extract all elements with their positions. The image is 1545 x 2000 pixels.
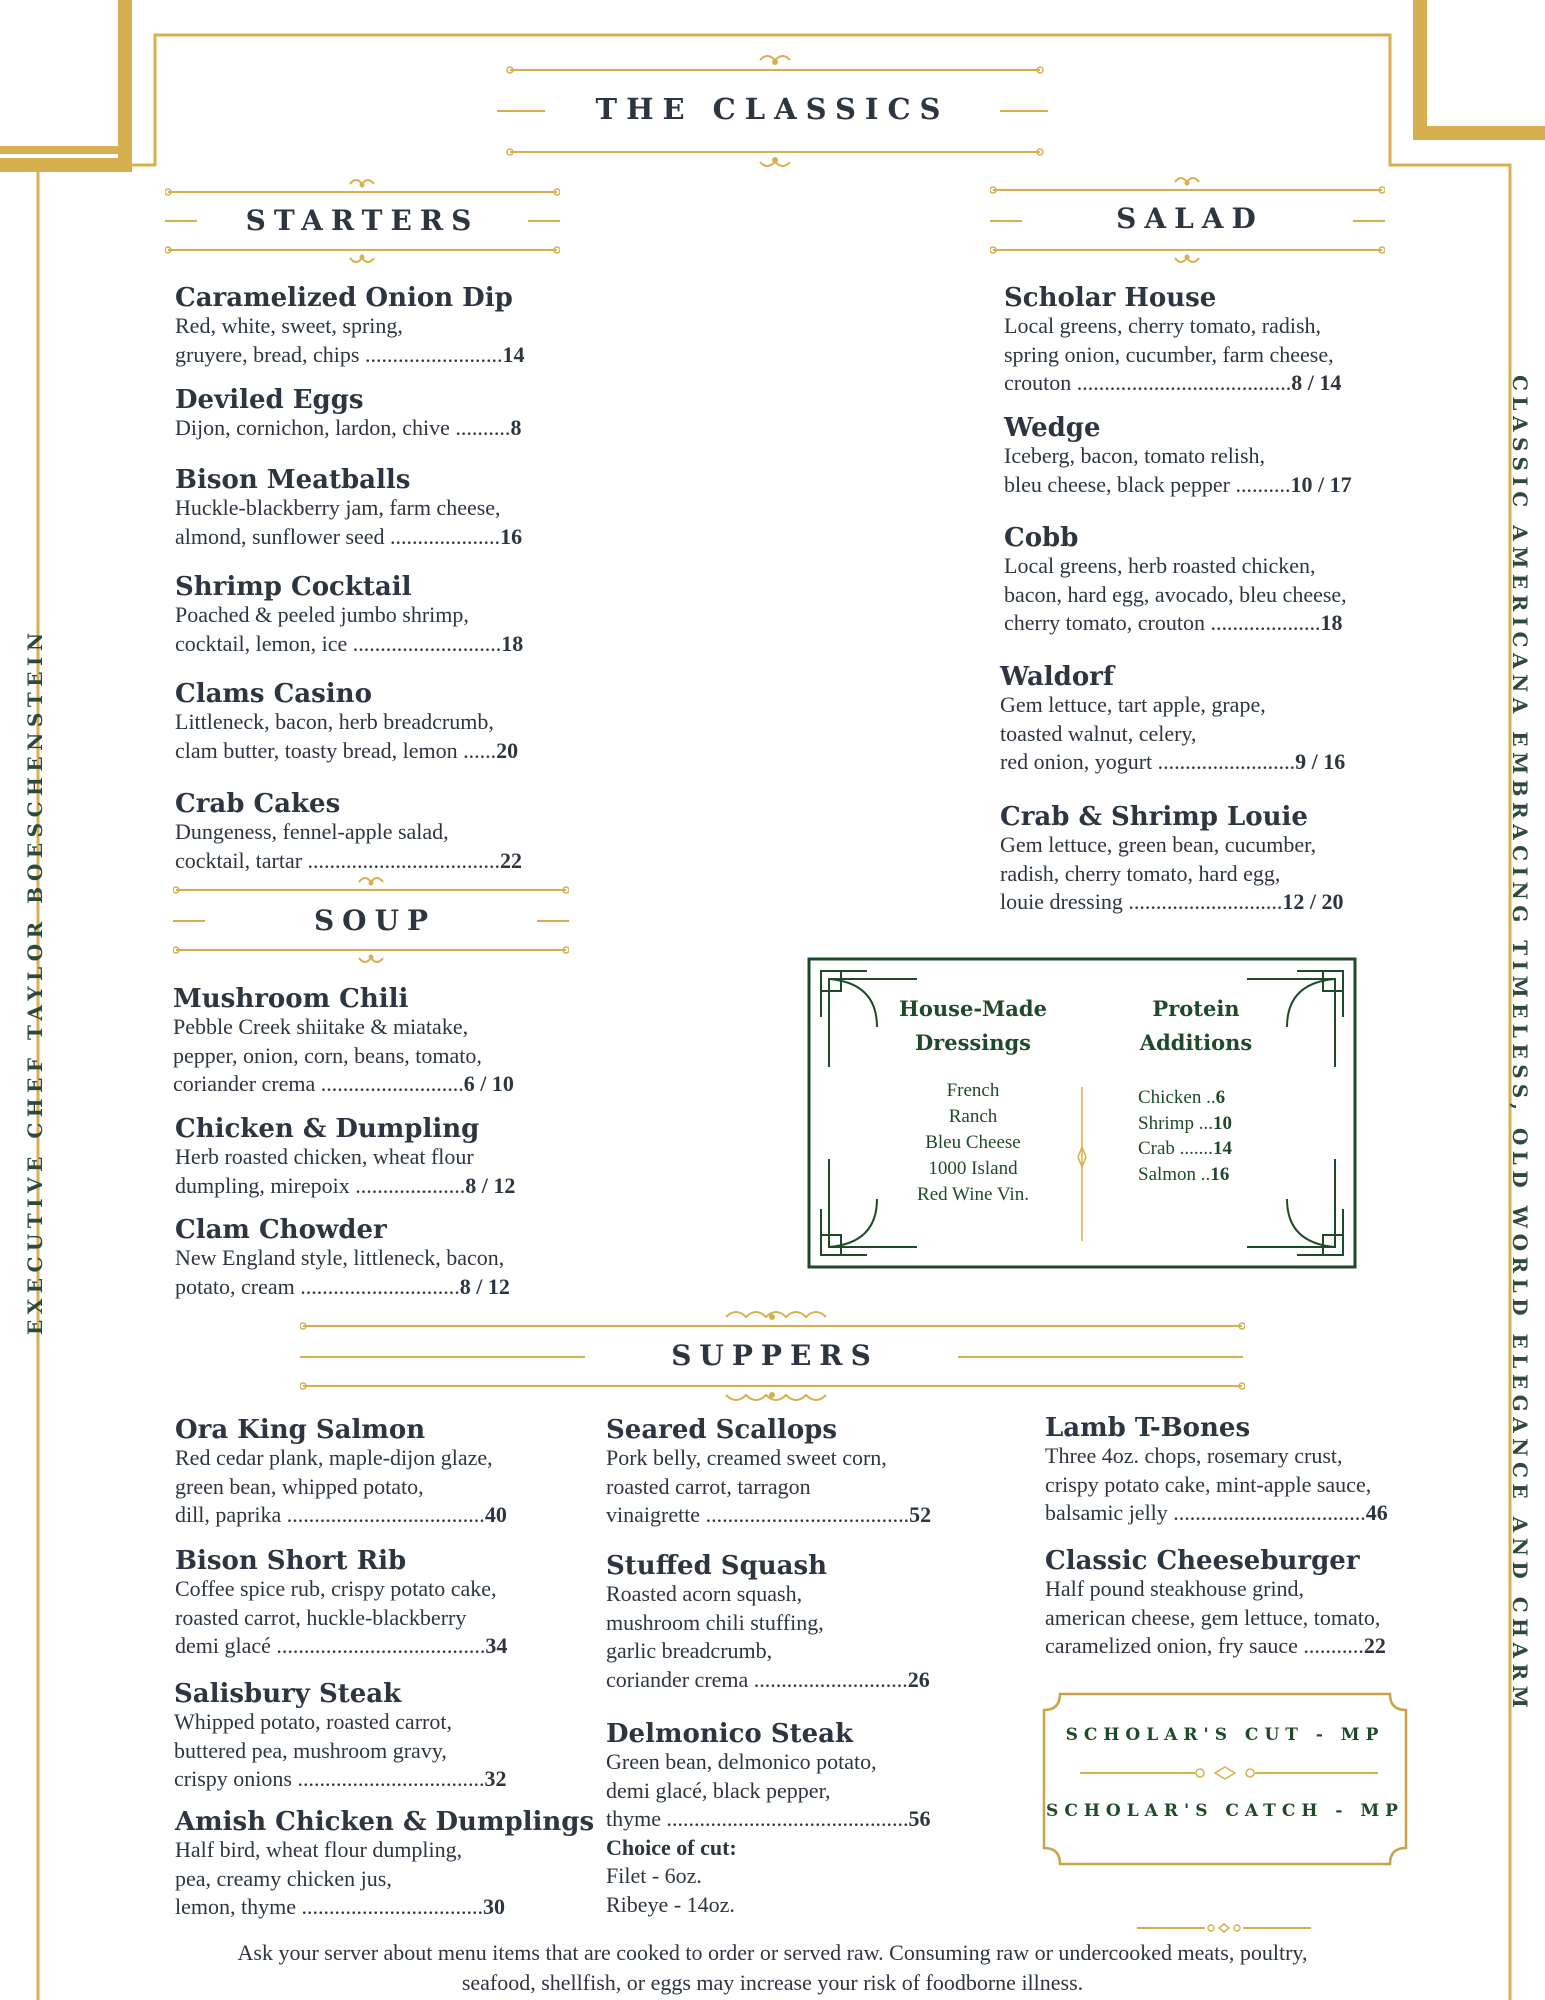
footer-ornament <box>1135 1922 1313 1934</box>
item-desc: demi glacé, black pepper, <box>606 1777 831 1803</box>
item-desc: Local greens, cherry tomato, radish, <box>1004 313 1322 338</box>
item-desc: Pork belly, creamed sweet corn, <box>606 1445 887 1470</box>
menu-item-shrimp-cocktail <box>175 573 523 658</box>
item-desc: pea, creamy chicken jus, <box>175 1865 392 1891</box>
item-desc: radish, cherry tomato, hard egg, <box>1000 860 1281 886</box>
item-desc <box>1004 609 1347 638</box>
item-price: 40 <box>484 1502 507 1527</box>
menu-item-salisbury-steak <box>174 1680 506 1794</box>
item-desc: garlic breadcrumb, <box>606 1638 773 1663</box>
item-desc-text: crispy onions .................................. <box>174 1766 485 1791</box>
item-desc <box>1004 471 1352 500</box>
menu-item-bison-short-rib <box>175 1547 507 1661</box>
item-desc: Poached & peeled jumbo shrimp, <box>175 602 469 627</box>
item-name: Ora King Salmon <box>175 1415 426 1445</box>
menu-item-seared-scallops <box>606 1416 931 1530</box>
protein-name: Chicken .. <box>1138 1087 1216 1108</box>
item-desc-text: almond, sunflower seed .................... <box>175 523 501 549</box>
item-desc <box>175 523 522 552</box>
item-name: Crab Cakes <box>175 789 341 819</box>
item-desc <box>606 1805 931 1834</box>
item-price: 46 <box>1365 1500 1388 1525</box>
item-desc-text: crouton ....................................... <box>1004 370 1292 395</box>
protein-price: 10 <box>1212 1112 1232 1134</box>
classics-rule-left <box>497 110 545 112</box>
item-desc-text: thyme ............................................ <box>606 1806 909 1831</box>
protein-list <box>1138 1085 1232 1187</box>
item-price: 8 <box>510 415 522 440</box>
item-desc <box>175 1501 507 1530</box>
menu-item-scholar-house <box>1004 284 1341 398</box>
item-desc: crispy potato cake, mint-apple sauce, <box>1045 1471 1372 1497</box>
item-desc: Local greens, herb roasted chicken, <box>1004 553 1316 578</box>
protein-price: 14 <box>1212 1138 1232 1159</box>
item-desc: Red, white, sweet, spring, <box>175 313 403 338</box>
item-name: Caramelized Onion Dip <box>175 283 513 313</box>
menu-item-bison-meatballs <box>175 466 522 551</box>
item-desc <box>175 1273 510 1302</box>
list-item <box>1138 1085 1232 1111</box>
item-price: 8 / 12 <box>459 1273 510 1299</box>
item-name: Mushroom Chili <box>173 984 409 1014</box>
item-desc: Three 4oz. chops, rosemary crust, <box>1045 1443 1343 1468</box>
menu-item-caramelized-onion-dip <box>175 284 524 369</box>
starters-ornament-bottom <box>165 244 560 270</box>
item-price: 20 <box>496 737 519 763</box>
starters-ornament-top <box>165 172 560 198</box>
choice-option: Ribeye - 14oz. <box>606 1891 735 1917</box>
starters-rule-right <box>528 220 560 222</box>
protein-name: Salmon .. <box>1138 1163 1211 1185</box>
menu-item-clam-chowder <box>175 1216 510 1301</box>
item-desc <box>1000 888 1343 917</box>
item-desc-text: vinaigrette ..................................... <box>606 1502 910 1527</box>
dressings-heading-line2: Dressings <box>914 1030 1032 1055</box>
item-name: Deviled Eggs <box>175 385 364 415</box>
menu-item-classic-cheeseburger <box>1045 1547 1386 1661</box>
menu-item-delmonico-steak <box>606 1720 931 1919</box>
item-desc <box>175 1632 507 1661</box>
choice-label: Choice of cut: <box>606 1834 737 1860</box>
menu-item-lamb-t-bones <box>1045 1414 1388 1528</box>
item-desc: Iceberg, bacon, tomato relish, <box>1004 443 1266 468</box>
item-name: Stuffed Squash <box>606 1551 828 1581</box>
item-desc-text: coriander crema ............................ <box>606 1666 908 1692</box>
item-name: Clam Chowder <box>175 1215 387 1245</box>
item-desc-text: cocktail, lemon, ice ........................... <box>175 630 502 656</box>
item-desc: Whipped potato, roasted carrot, <box>174 1709 452 1734</box>
item-price: 34 <box>485 1633 508 1658</box>
tagline: CLASSIC AMERICANA EMBRACING TIMELESS, OLD WORLD ELEGANCE AND CHARM <box>1508 375 1532 1714</box>
protein-heading-line1: Protein <box>1152 996 1240 1021</box>
item-name: Shrimp Cocktail <box>175 572 412 602</box>
item-desc-text: gruyere, bread, chips ......................... <box>175 341 503 367</box>
item-name: Waldorf <box>1000 662 1115 692</box>
item-price: 56 <box>908 1806 931 1831</box>
salad-ornament-top <box>990 170 1385 196</box>
item-desc: Huckle-blackberry jam, farm cheese, <box>175 495 501 520</box>
disclaimer-line: Ask your server about menu items that are cooked to order or served raw. Consuming raw or undercooked meats, poultry, <box>237 1940 1308 1965</box>
soup-rule-left <box>173 920 205 922</box>
menu-item-mushroom-chili <box>173 985 514 1099</box>
item-desc-text: balsamic jelly ................................... <box>1045 1500 1366 1525</box>
item-price: 8 / 14 <box>1291 370 1342 395</box>
item-price: 26 <box>907 1666 930 1692</box>
item-desc <box>175 1172 515 1201</box>
soup-ornament-bottom <box>173 944 569 970</box>
item-price: 16 <box>500 523 523 549</box>
menu-item-waldorf <box>1000 663 1345 777</box>
salad-rule-left <box>990 220 1022 222</box>
protein-price: 16 <box>1210 1163 1230 1185</box>
starters-title: STARTERS <box>245 204 480 237</box>
item-desc: spring onion, cucumber, farm cheese, <box>1004 341 1334 367</box>
item-desc <box>1045 1499 1388 1528</box>
item-desc: Pebble Creek shiitake & miatake, <box>173 1014 469 1039</box>
item-desc-text: dumpling, mirepoix .................... <box>175 1172 466 1198</box>
protein-heading-line2: Additions <box>1139 1030 1253 1055</box>
item-name: Scholar House <box>1004 283 1217 313</box>
item-desc-text: demi glacé ...................................... <box>175 1633 486 1658</box>
item-price: 9 / 16 <box>1295 749 1346 774</box>
list-item: French <box>946 1080 1000 1101</box>
menu-item-chicken-dumpling <box>175 1115 515 1200</box>
item-desc: toasted walnut, celery, <box>1000 720 1197 746</box>
item-desc-text: cocktail, tartar ................................... <box>175 847 501 873</box>
menu-item-stuffed-squash <box>606 1552 930 1694</box>
item-desc: roasted carrot, huckle-blackberry <box>175 1604 467 1630</box>
list-item: Red Wine Vin. <box>917 1184 1029 1205</box>
suppers-ornament-top <box>300 1304 1245 1332</box>
item-desc: Coffee spice rub, crispy potato cake, <box>175 1576 497 1601</box>
item-desc <box>1045 1632 1386 1661</box>
item-desc: mushroom chili stuffing, <box>606 1609 824 1635</box>
item-name: Salisbury Steak <box>174 1679 402 1709</box>
item-price: 14 <box>502 341 525 367</box>
item-name: Seared Scallops <box>606 1415 838 1445</box>
item-desc: Littleneck, bacon, herb breadcrumb, <box>175 709 494 734</box>
list-item <box>1138 1162 1232 1188</box>
disclaimer-line: seafood, shellfish, or eggs may increase your risk of foodborne illness. <box>461 1970 1084 1995</box>
item-desc <box>173 1070 514 1099</box>
item-name: Bison Short Rib <box>175 1546 407 1576</box>
suppers-rule-left <box>300 1356 585 1358</box>
item-price: 18 <box>501 630 524 656</box>
item-desc: Red cedar plank, maple-dijon glaze, <box>175 1445 493 1470</box>
item-desc: pepper, onion, corn, beans, tomato, <box>173 1042 482 1068</box>
item-price: 10 / 17 <box>1290 471 1352 497</box>
list-item <box>1138 1136 1232 1162</box>
soup-title: SOUP <box>313 904 437 937</box>
item-desc: roasted carrot, tarragon <box>606 1473 811 1499</box>
salad-ornament-bottom <box>990 244 1385 270</box>
item-price: 30 <box>482 1894 505 1919</box>
item-price: 52 <box>909 1502 932 1527</box>
classics-ornament-top <box>505 48 1045 78</box>
item-price: 22 <box>500 847 523 873</box>
choice-option: Filet - 6oz. <box>606 1863 702 1888</box>
item-name: Delmonico Steak <box>606 1719 854 1749</box>
item-price: 22 <box>1363 1633 1386 1658</box>
item-desc <box>175 341 524 370</box>
item-desc: Half pound steakhouse grind, <box>1045 1576 1305 1601</box>
menu-item-cobb <box>1004 524 1347 638</box>
dressings-heading-line1: House-Made <box>899 996 1047 1021</box>
item-desc: Herb roasted chicken, wheat flour <box>175 1144 474 1169</box>
item-desc: bacon, hard egg, avocado, bleu cheese, <box>1004 581 1347 607</box>
allergy-disclaimer <box>90 1938 1455 1998</box>
item-desc: buttered pea, mushroom gravy, <box>174 1737 447 1763</box>
item-desc-text: bleu cheese, black pepper .......... <box>1004 471 1291 497</box>
list-item: Ranch <box>948 1106 998 1127</box>
item-desc <box>174 1765 506 1794</box>
item-desc-text: potato, cream ............................. <box>175 1273 460 1299</box>
item-desc <box>175 630 523 659</box>
item-price: 12 / 20 <box>1282 889 1344 914</box>
item-desc-text: clam butter, toasty bread, lemon ...... <box>175 737 497 763</box>
dressings-heading <box>862 992 1084 1060</box>
item-desc: Green bean, delmonico potato, <box>606 1749 877 1774</box>
menu-item-crab-shrimp-louie <box>1000 803 1343 917</box>
menu-item-ora-king-salmon <box>175 1416 507 1530</box>
item-name: Clams Casino <box>175 679 372 709</box>
item-desc: Gem lettuce, green bean, cucumber, <box>1000 832 1317 857</box>
item-desc-text: caramelized onion, fry sauce ........... <box>1045 1633 1364 1658</box>
suppers-title: SUPPERS <box>671 1339 879 1372</box>
item-name: Cobb <box>1004 523 1079 553</box>
item-desc: Half bird, wheat flour dumpling, <box>175 1837 463 1862</box>
menu-item-clams-casino <box>175 680 518 765</box>
item-name: Bison Meatballs <box>175 465 411 495</box>
classics-ornament-bottom <box>505 144 1045 174</box>
protein-heading <box>1086 992 1306 1060</box>
list-item <box>1138 1111 1232 1137</box>
item-desc <box>606 1666 930 1695</box>
dressings-list <box>862 1078 1084 1208</box>
protein-name: Crab ....... <box>1138 1138 1213 1159</box>
item-desc: New England style, littleneck, bacon, <box>175 1245 505 1270</box>
classics-rule-right <box>1000 110 1048 112</box>
item-desc: Dungeness, fennel-apple salad, <box>175 819 449 844</box>
starters-rule-left <box>165 220 197 222</box>
menu-item-crab-cakes <box>175 790 522 875</box>
salad-title: SALAD <box>1116 202 1264 235</box>
item-name: Crab & Shrimp Louie <box>1000 802 1308 832</box>
item-desc <box>175 414 521 443</box>
protein-price: 6 <box>1215 1087 1226 1108</box>
item-desc <box>175 737 518 766</box>
soup-ornament-top <box>173 872 569 898</box>
item-desc-text: Dijon, cornichon, lardon, chive .......... <box>175 415 511 440</box>
menu-item-deviled-eggs <box>175 386 521 443</box>
item-name: Chicken & Dumpling <box>175 1114 480 1144</box>
menu-item-amish-chicken-dumplings <box>175 1808 594 1922</box>
item-desc-text: dill, paprika .................................... <box>175 1502 485 1527</box>
market-price-box <box>1040 1690 1410 1868</box>
soup-rule-right <box>537 920 569 922</box>
item-price: 8 / 12 <box>465 1172 516 1198</box>
item-desc-text: coriander crema .......................... <box>173 1071 464 1096</box>
menu-item-wedge <box>1004 414 1352 499</box>
item-price: 32 <box>484 1766 507 1791</box>
item-desc-text: lemon, thyme ................................. <box>175 1894 483 1919</box>
item-price: 18 <box>1320 610 1343 635</box>
scholars-cut: SCHOLAR'S CUT - MP <box>1065 1725 1385 1745</box>
suppers-ornament-bottom <box>300 1380 1245 1408</box>
list-item: 1000 Island <box>928 1158 1018 1179</box>
item-desc <box>606 1501 931 1530</box>
item-desc: Roasted acorn squash, <box>606 1581 803 1606</box>
item-desc-text: red onion, yogurt ......................... <box>1000 749 1296 774</box>
page-title: THE CLASSICS <box>595 92 950 126</box>
item-price: 6 / 10 <box>463 1071 514 1096</box>
scholars-catch: SCHOLAR'S CATCH - MP <box>1046 1801 1404 1821</box>
protein-name: Shrimp ... <box>1138 1112 1213 1134</box>
item-desc <box>175 847 522 876</box>
item-name: Classic Cheeseburger <box>1045 1546 1360 1576</box>
item-desc <box>175 1893 594 1922</box>
item-name: Lamb T-Bones <box>1045 1413 1251 1443</box>
item-desc-text: louie dressing ............................ <box>1000 889 1283 914</box>
item-name: Wedge <box>1004 413 1101 443</box>
salad-rule-right <box>1353 220 1385 222</box>
item-desc: american cheese, gem lettuce, tomato, <box>1045 1604 1381 1630</box>
suppers-rule-right <box>958 1356 1243 1358</box>
item-desc <box>1000 748 1345 777</box>
executive-chef-label: EXECUTIVE CHEF TAYLOR BOESCHENSTEIN <box>23 627 47 1335</box>
list-item: Bleu Cheese <box>925 1132 1021 1153</box>
item-desc-text: cherry tomato, crouton .................... <box>1004 610 1321 635</box>
item-desc <box>1004 369 1341 398</box>
item-desc: Gem lettuce, tart apple, grape, <box>1000 692 1266 717</box>
item-name: Amish Chicken & Dumplings <box>175 1807 595 1837</box>
item-desc: green bean, whipped potato, <box>175 1473 424 1499</box>
